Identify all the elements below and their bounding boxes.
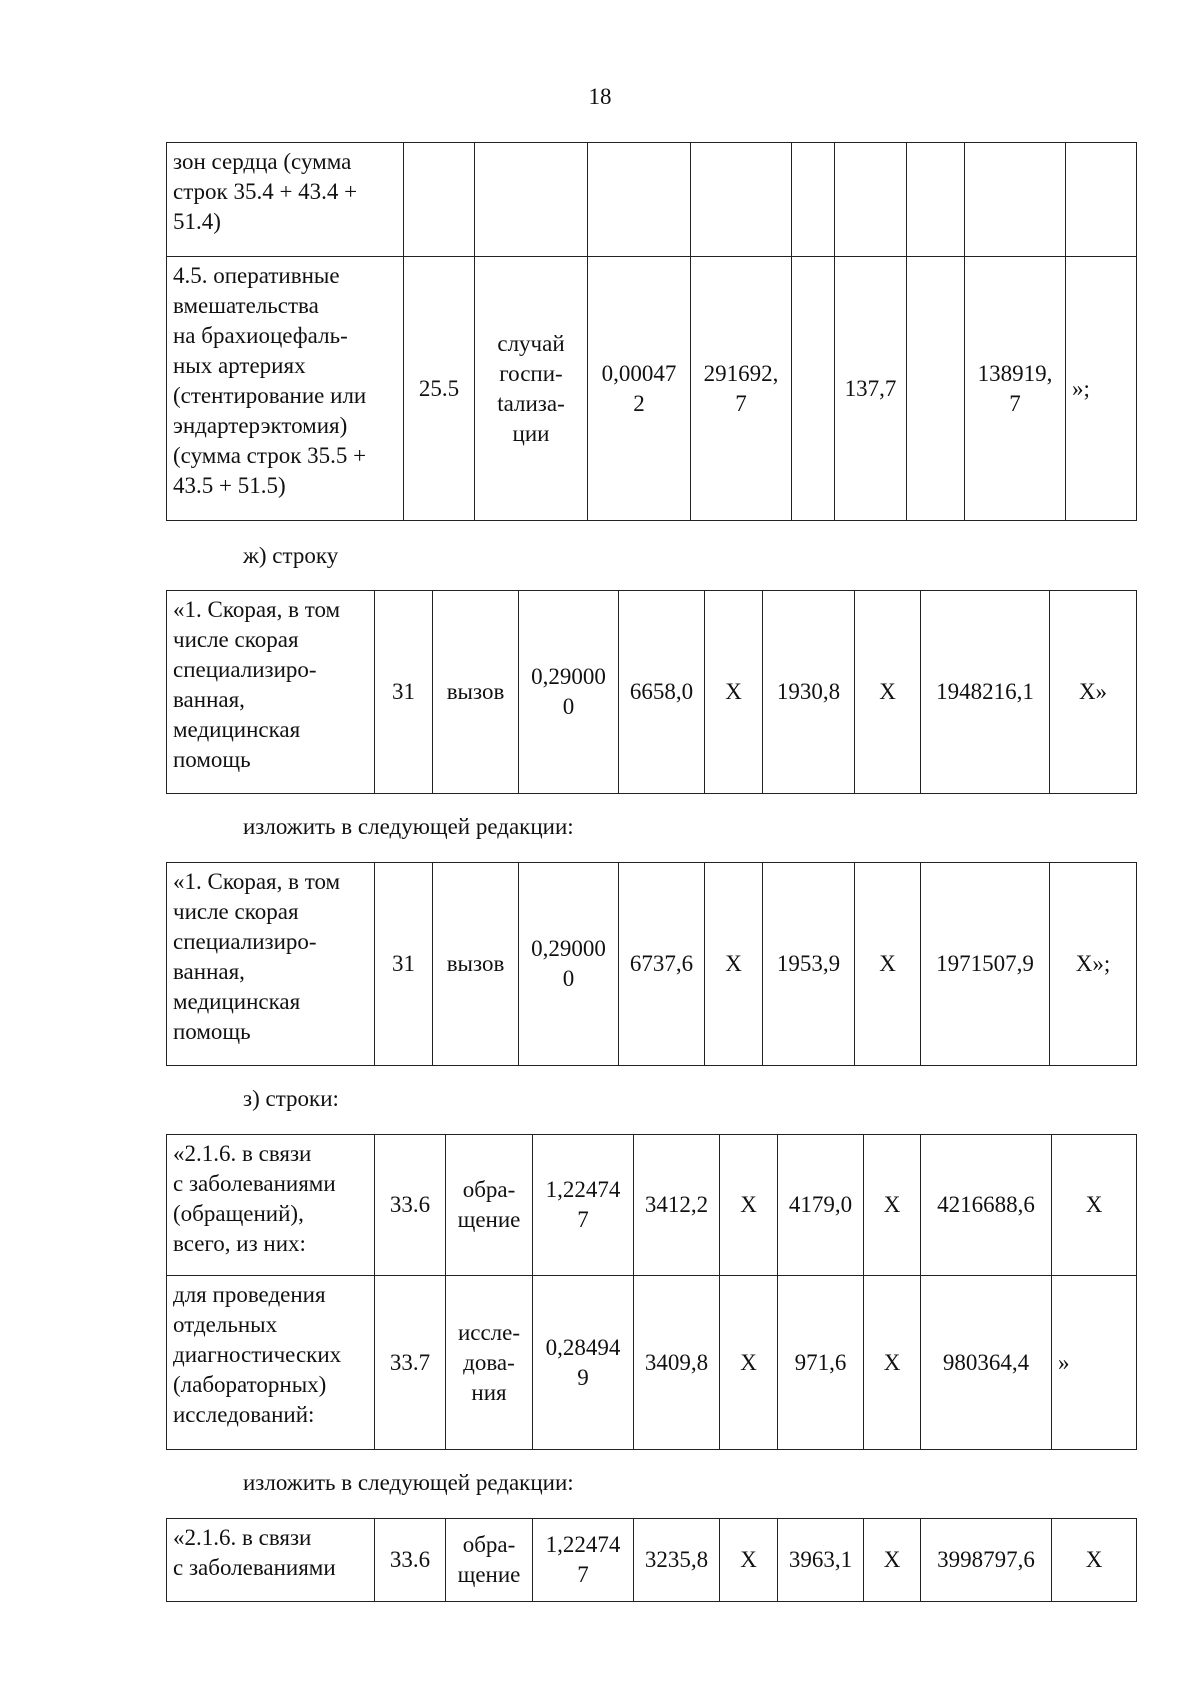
table-row xyxy=(167,591,1137,794)
cell: Х xyxy=(720,1135,778,1276)
table-outpatient-new xyxy=(166,1518,1137,1602)
table-outpatient-old xyxy=(166,1134,1137,1450)
cell-name: «1. Скорая, в том числе скорая специализиро- ванная, медицинская помощь xyxy=(167,591,375,794)
cell: Х xyxy=(864,1519,921,1602)
cell: Х xyxy=(720,1519,778,1602)
cell-row-number: 33.7 xyxy=(375,1276,446,1450)
cell-total: 3998797,6 xyxy=(921,1519,1052,1602)
cell-volume: 1,22474 7 xyxy=(533,1519,634,1602)
cell-volume: 0,29000 0 xyxy=(519,591,619,794)
page-number: 18 xyxy=(588,84,612,109)
cell-per-capita: 1953,9 xyxy=(763,863,855,1066)
cell xyxy=(907,257,965,521)
cell-row-number: 25.5 xyxy=(404,257,475,521)
cell-unit: иссле- дова- ния xyxy=(446,1276,533,1450)
cell-total: 980364,4 xyxy=(921,1276,1052,1450)
cell-row-number: 33.6 xyxy=(375,1519,446,1602)
cell-per-capita: 137,7 xyxy=(835,257,907,521)
cell-volume: 1,22474 7 xyxy=(533,1135,634,1276)
cell xyxy=(907,143,965,257)
cell: »; xyxy=(1066,257,1137,521)
cell-cost: 3235,8 xyxy=(634,1519,720,1602)
cell xyxy=(691,143,792,257)
cell: Х xyxy=(855,591,921,794)
cell-cost: 3409,8 xyxy=(634,1276,720,1450)
cell: Х»; xyxy=(1050,863,1137,1066)
cell-per-capita: 1930,8 xyxy=(763,591,855,794)
cell: Х» xyxy=(1050,591,1137,794)
table-row xyxy=(167,1276,1137,1450)
table-row xyxy=(167,1519,1137,1602)
cell-unit: случай госпи- tализа- ции xyxy=(475,257,588,521)
cell-cost: 6658,0 xyxy=(619,591,705,794)
cell: Х xyxy=(855,863,921,1066)
paragraph-z: з) строки: xyxy=(243,1086,339,1111)
table-ambulance-new xyxy=(166,862,1137,1066)
table-hemi-continuation xyxy=(166,142,1137,521)
cell-total: 1948216,1 xyxy=(921,591,1050,794)
cell-volume: 0,29000 0 xyxy=(519,863,619,1066)
cell-name: «1. Скорая, в том числе скорая специализиро- ванная, медицинская помощь xyxy=(167,863,375,1066)
cell xyxy=(475,143,588,257)
cell-cost: 6737,6 xyxy=(619,863,705,1066)
cell: Х xyxy=(864,1276,921,1450)
cell: Х xyxy=(705,863,763,1066)
paragraph-new-edition: изложить в следующей редакции: xyxy=(243,814,574,839)
cell-unit: вызов xyxy=(433,863,519,1066)
cell: » xyxy=(1052,1276,1137,1450)
cell xyxy=(404,143,475,257)
cell-volume: 0,00047 2 xyxy=(588,257,691,521)
cell-cost: 3412,2 xyxy=(634,1135,720,1276)
cell-name: для проведения отдельных диагностических (лабораторных) исследований: xyxy=(167,1276,375,1450)
cell: Х xyxy=(720,1276,778,1450)
table-ambulance-old xyxy=(166,590,1137,794)
cell-name: 4.5. оперативные вмешательства на брахиоцефаль- ных артериях (стентирование или эндартерэктомия) (сумма строк 35.5 + 43.5 + 51.5) xyxy=(167,257,404,521)
cell-cost: 291692, 7 xyxy=(691,257,792,521)
cell-total: 4216688,6 xyxy=(921,1135,1052,1276)
cell xyxy=(965,143,1066,257)
paragraph-zh: ж) строку xyxy=(243,543,339,568)
cell: Х xyxy=(864,1135,921,1276)
paragraph-new-edition: изложить в следующей редакции: xyxy=(243,1470,574,1495)
cell: Х xyxy=(1052,1135,1137,1276)
cell: Х xyxy=(705,591,763,794)
cell-row-number: 31 xyxy=(375,863,433,1066)
cell: Х xyxy=(1052,1519,1137,1602)
table-row xyxy=(167,863,1137,1066)
cell-unit: обра- щение xyxy=(446,1519,533,1602)
table-row xyxy=(167,1135,1137,1276)
cell-name: зон сердца (сумма строк 35.4 + 43.4 + 51.4) xyxy=(167,143,404,257)
cell-name: «2.1.6. в связи с заболеваниями xyxy=(167,1519,375,1602)
cell-row-number: 33.6 xyxy=(375,1135,446,1276)
table-row xyxy=(167,143,1137,257)
cell-total: 1971507,9 xyxy=(921,863,1050,1066)
cell-row-number: 31 xyxy=(375,591,433,794)
cell-per-capita: 3963,1 xyxy=(778,1519,864,1602)
table-row xyxy=(167,257,1137,521)
cell-total: 138919, 7 xyxy=(965,257,1066,521)
cell-volume: 0,28494 9 xyxy=(533,1276,634,1450)
cell-unit: обра- щение xyxy=(446,1135,533,1276)
cell xyxy=(792,257,835,521)
cell-per-capita: 4179,0 xyxy=(778,1135,864,1276)
cell-name: «2.1.6. в связи с заболеваниями (обращений), всего, из них: xyxy=(167,1135,375,1276)
cell xyxy=(588,143,691,257)
cell xyxy=(792,143,835,257)
cell xyxy=(1066,143,1137,257)
cell-unit: вызов xyxy=(433,591,519,794)
cell xyxy=(835,143,907,257)
cell-per-capita: 971,6 xyxy=(778,1276,864,1450)
